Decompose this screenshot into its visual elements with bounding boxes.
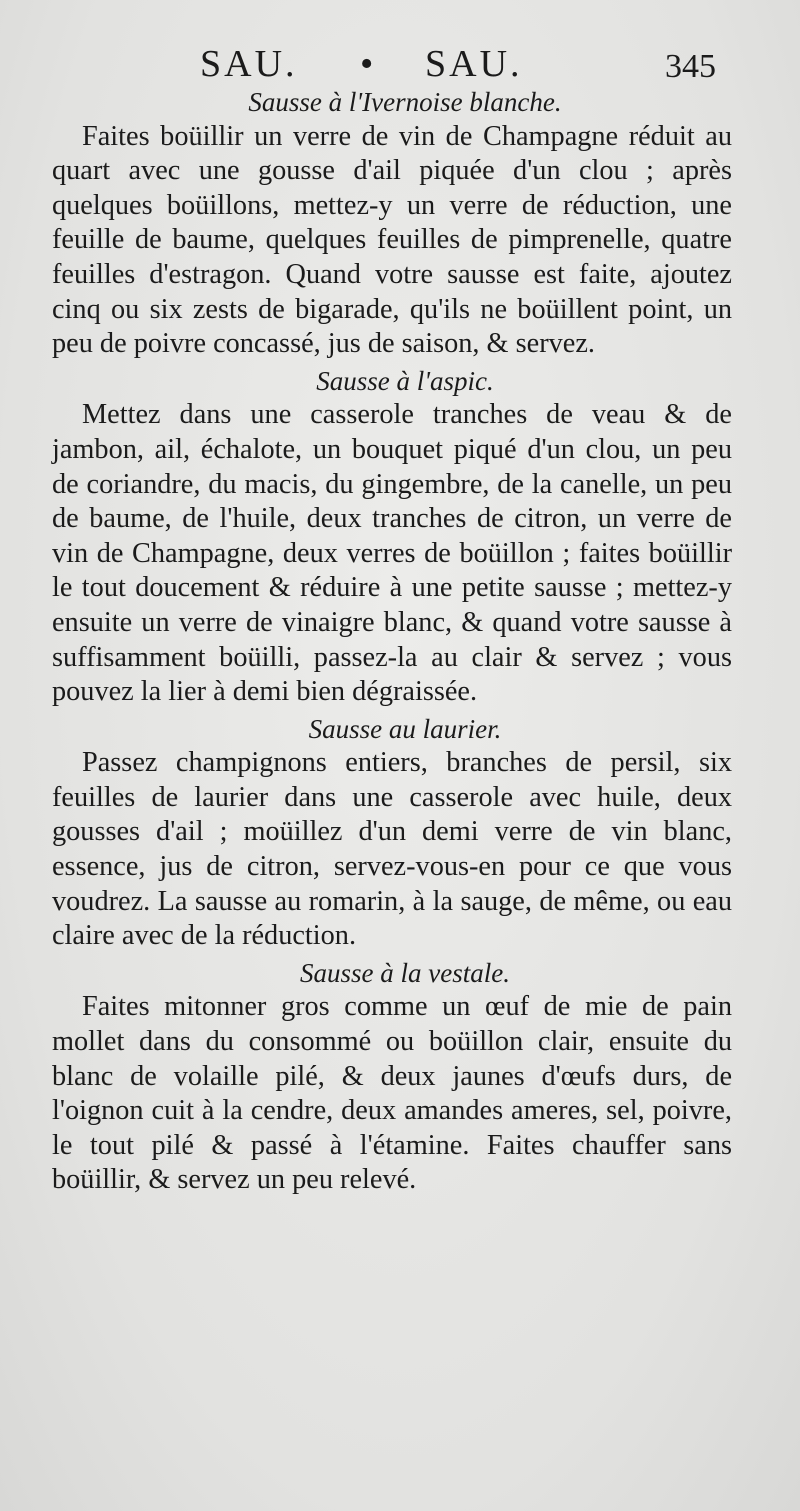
section-text-aspic: Mettez dans une casserole tranches de veau & de jambon, ail, échalote, un bouquet piqué d'un clou, un peu de coriandre, du macis, du gingembre, de la canelle, un peu de baume, de l'huile, deux tranches de citron, un verre de vin de Champagne, deux verres de boüillon ; faites boüillir le tout doucement & réduire à une petite sausse ; mettez-y ensuite un verre de vinaigre blanc, & quand votre sausse à suffisamment boüilli, passez-la au clair & servez ; vous pouvez la lier à demi bien dégraissée. [52, 399, 732, 708]
running-head-left: SAU. [200, 43, 298, 85]
section-title-vestale: Sausse à la vestale. [300, 957, 510, 988]
body-text [52, 85, 732, 1198]
running-head-separator: • [360, 43, 374, 85]
page-number: 345 [665, 48, 716, 85]
section-text-vestale: Faites mitonner gros comme un œuf de mie de pain mollet dans du consommé ou boüillon clair, ensuite du blanc de volaille pilé, & deux jaunes d'œufs durs, de l'oignon cuit à la cendre, deux amandes ameres, sel, poivre, le tout pilé & passé à l'étamine. Faites chauffer sans boüillir, & servez un peu relevé. [52, 991, 732, 1196]
section-text-laurier: Passez champignons entiers, branches de persil, six feuilles de laurier dans une casserole avec huile, deux gousses d'ail ; moüillez d'un demi verre de vin blanc, essence, jus de citron, servez-vous-en pour ce que vous voudrez. La sausse au romarin, à la sauge, de même, ou eau claire avec de la réduction. [52, 747, 732, 952]
section-text-ivernoise: Faites boüillir un verre de vin de Champagne réduit au quart avec une gousse d'ail piquée d'un clou ; après quelques boüillons, mettez-y un verre de réduction, une feuille de baume, quelques feuilles de pimprenelle, quatre feuilles d'estragon. Quand votre sausse est faite, ajoutez cinq ou six zests de bigarade, qu'ils ne boüillent point, un peu de poivre concassé, jus de saison, & servez. [52, 120, 732, 360]
section-title-aspic: Sausse à l'aspic. [316, 365, 494, 396]
running-head-right: SAU. [425, 43, 523, 85]
section-title-ivernoise: Sausse à l'Ivernoise blanche. [248, 87, 562, 117]
section-title-laurier: Sausse au laurier. [308, 713, 502, 744]
